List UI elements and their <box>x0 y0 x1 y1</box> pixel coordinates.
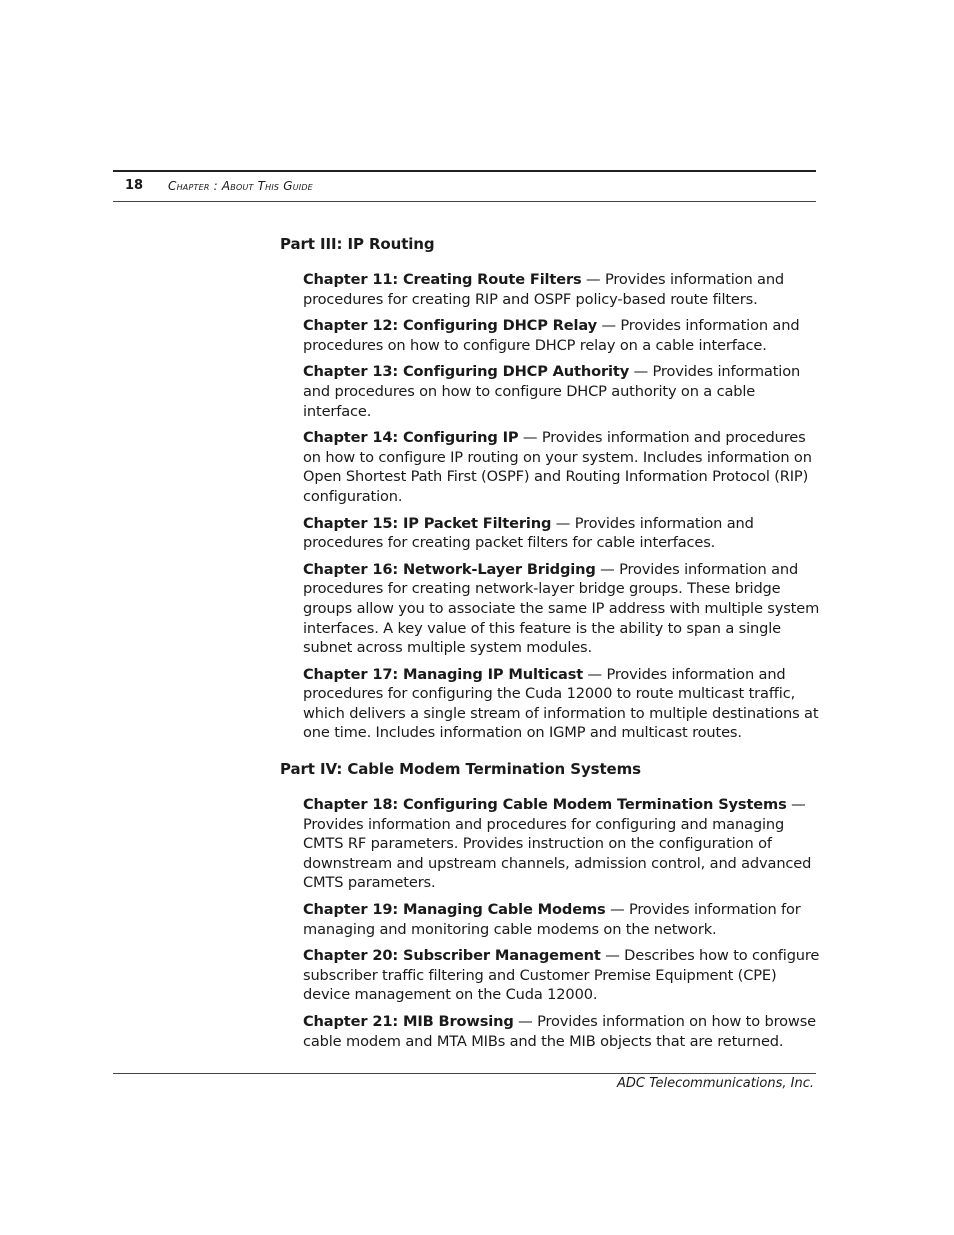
chapter-title: Chapter 20: Subscriber Management <box>303 947 601 965</box>
chapter-entry <box>303 362 820 421</box>
chapter-description: — Provides information and procedures on how to configure DHCP authority on a cable interface. <box>303 363 801 420</box>
chapter-description: — Provides information and procedures on how to configure IP routing on your system. Includes information on Open Shortest Path First (OSPF) and Routing Information Protocol (RIP) configuration. <box>303 429 812 505</box>
header-rule-top <box>113 170 816 172</box>
chapter-title: Chapter 12: Configuring DHCP Relay <box>303 317 597 335</box>
chapter-description: — Provides information on how to browse cable modem and MTA MIBs and the MIB objects that are returned. <box>303 1013 817 1050</box>
chapter-title: Chapter 21: MIB Browsing <box>303 1013 514 1030</box>
chapter-title: Chapter 16: Network-Layer Bridging <box>303 560 596 578</box>
part-heading: Part IV: Cable Modem Termination Systems <box>280 760 641 779</box>
chapter-description: — Provides information and procedures for creating network-layer bridge groups. These bridge groups allow you to associate the same IP address with multiple system interfaces. A key value of this feature is the ability to span a single subnet across multiple system modules. <box>303 560 820 657</box>
chapter-description: — Provides information and procedures for configuring the Cuda 12000 to route multicast traffic, which delivers a single stream of information to multiple destinations at one time. Includes information on IGMP and multicast routes. <box>303 665 819 742</box>
part-iii-section <box>280 234 820 743</box>
header-rule-bottom <box>113 201 816 202</box>
chapter-entry <box>303 900 820 939</box>
chapter-description: — Provides information and procedures for creating packet filters for cable interfaces. <box>303 514 754 552</box>
chapter-description: — Provides information and procedures on how to configure DHCP relay on a cable interface. <box>303 317 800 354</box>
chapter-title: Chapter 19: Managing Cable Modems <box>303 901 606 919</box>
chapter-entry <box>303 316 820 355</box>
chapter-description: — Provides information and procedures for configuring and managing CMTS RF parameters. Provides instruction on the configuration of downstream and upstream channels, admission control, and advanced CMTS parameters. <box>303 796 812 892</box>
chapter-title: Chapter 18: Configuring Cable Modem Termination Systems <box>303 796 787 814</box>
chapter-entry <box>303 514 820 553</box>
chapter-entry <box>303 428 820 506</box>
chapter-description: — Describes how to configure subscriber traffic filtering and Customer Premise Equipment (CPE) device management on the Cuda 12000. <box>303 947 820 1004</box>
chapter-entry <box>303 795 820 893</box>
chapter-entry <box>303 946 820 1005</box>
part-iv-section <box>280 759 820 1051</box>
part-heading: Part III: IP Routing <box>280 235 435 253</box>
chapter-entry <box>303 560 820 658</box>
chapter-title: Chapter 13: Configuring DHCP Authority <box>303 363 630 381</box>
chapter-entry <box>303 1012 820 1051</box>
chapter-entry <box>303 665 820 743</box>
chapter-title: Chapter 17: Managing IP Multicast <box>303 665 584 683</box>
chapter-title: Chapter 14: Configuring IP <box>303 429 519 447</box>
chapter-entry <box>303 270 820 309</box>
chapter-description: — Provides information for managing and monitoring cable modems on the network. <box>303 901 801 938</box>
page-number: 18 <box>125 178 144 193</box>
chapter-description: — Provides information and procedures for creating RIP and OSPF policy-based route filters. <box>303 271 785 308</box>
chapter-title: Chapter 15: IP Packet Filtering <box>303 514 552 532</box>
page-content <box>280 234 820 1058</box>
footer-company: ADC Telecommunications, Inc. <box>617 1076 814 1091</box>
footer-rule <box>113 1073 816 1074</box>
running-head: Chapter : About This Guide <box>168 179 313 193</box>
chapter-title: Chapter 11: Creating Route Filters <box>303 271 582 288</box>
